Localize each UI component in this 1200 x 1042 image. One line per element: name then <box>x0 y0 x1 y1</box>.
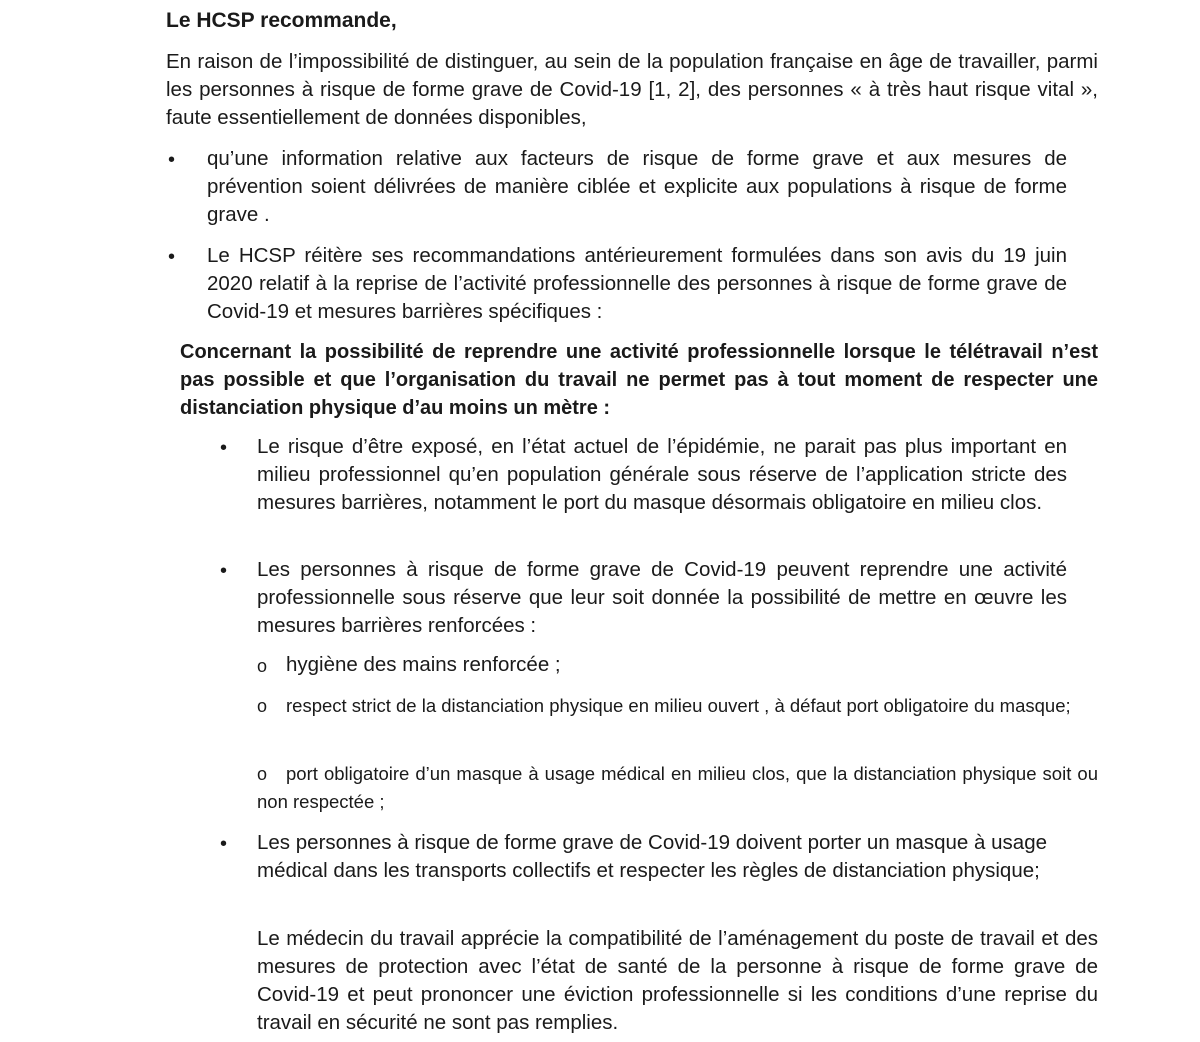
inner-bullet-3: Les personnes à risque de forme grave de Covid-19 doivent porter un masque à usage médical dans les transports collectifs et respecter les règles de distanciation physique; <box>257 831 1047 882</box>
sub-bullet-circle: o <box>257 656 268 676</box>
page-title: Le HCSP recommande, <box>166 9 397 32</box>
section-heading: Concernant la possibilité de reprendre une activité professionnelle lorsque le télétravail n’est pas possible et que l’organisation du travail ne permet pas à tout moment de respecter une distanciation physique d’au moins un mètre : <box>180 341 1098 419</box>
bullet-dot: • <box>220 833 228 855</box>
bullet-dot: • <box>220 437 228 459</box>
inner-bullet-2: Les personnes à risque de forme grave de Covid-19 peuvent reprendre une activité professionnelle sous réserve que leur soit donnée la possibilité de mettre en œuvre les mesures barrières renforcées : <box>257 558 1067 637</box>
sub-item-2: respect strict de la distanciation physique en milieu ouvert , à défaut port obligatoire du masque; <box>286 695 1071 716</box>
sub-bullet-circle: o <box>257 696 268 716</box>
top-bullet-1: qu’une information relative aux facteurs de risque de forme grave et aux mesures de prévention soient délivrées de manière ciblée et explicite aux populations à risque de forme grave . <box>207 147 1067 226</box>
sub-item-1: hygiène des mains renforcée ; <box>286 653 561 676</box>
top-bullet-2: Le HCSP réitère ses recommandations antérieurement formulées dans son avis du 19 juin 2020 relatif à la reprise de l’activité professionnelle des personnes à risque de forme grave de Covid-19 et mesures barrières spécifiques : <box>207 244 1067 323</box>
sub-item-3: port obligatoire d’un masque à usage médical en milieu clos, que la distanciation physique soit ou non respectée ; <box>257 763 1098 812</box>
intro-paragraph: En raison de l’impossibilité de distinguer, au sein de la population française en âge de travailler, parmi les personnes à risque de forme grave de Covid-19 [1, 2], des personnes « à très haut risque vital », faute essentiellement de données disponibles, <box>166 50 1098 129</box>
closing-paragraph: Le médecin du travail apprécie la compatibilité de l’aménagement du poste de travail et des mesures de protection avec l’état de santé de la personne à risque de forme grave de Covid-19 et peut prononcer une éviction professionnelle si les conditions d’une reprise du travail en sécurité ne sont pas remplies. <box>257 927 1098 1034</box>
sub-bullet-circle: o <box>257 764 268 784</box>
bullet-dot: • <box>168 149 176 171</box>
inner-bullet-1: Le risque d’être exposé, en l’état actuel de l’épidémie, ne parait pas plus important en milieu professionnel qu’en population générale sous réserve de l’application stricte des mesures barrières, notamment le port du masque désormais obligatoire en milieu clos. <box>257 435 1067 514</box>
bullet-dot: • <box>168 246 176 268</box>
bullet-dot: • <box>220 560 228 582</box>
